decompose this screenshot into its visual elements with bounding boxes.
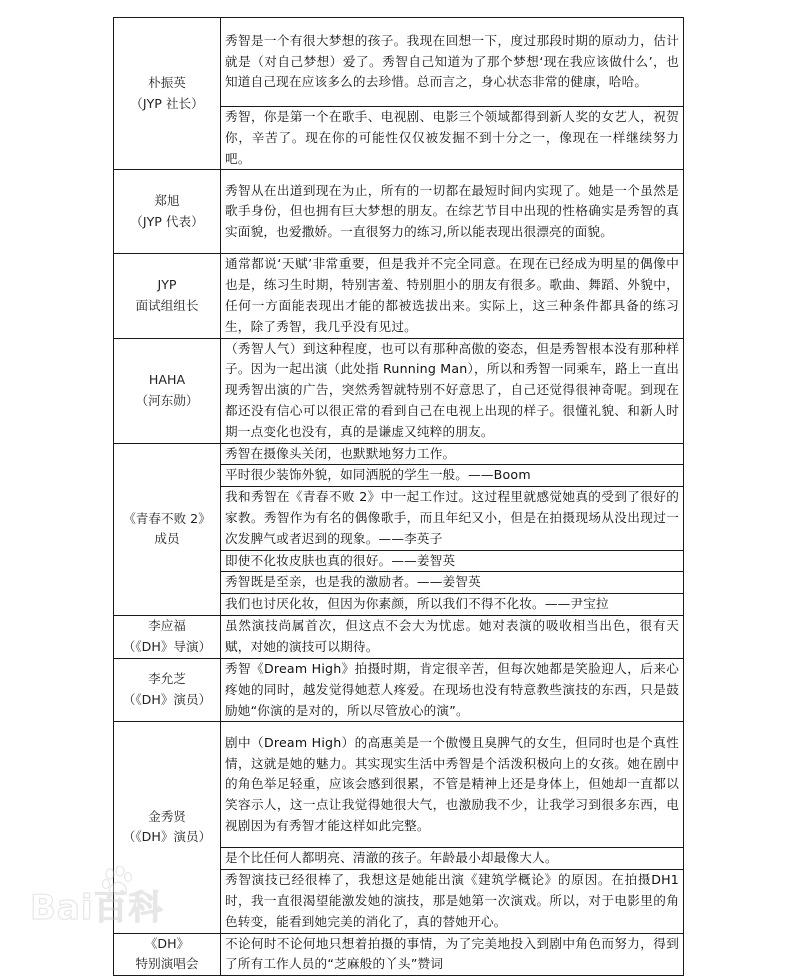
speaker-title: （河东勋）	[135, 392, 199, 408]
quote-cell: 秀智是一个有很大梦想的孩子。我现在回想一下，度过那段时期的原动力，估计就是（对自己梦想）爱了。秀智自己知道为了那个梦想‘现在我应该做什么’，也知道自己现在应该多么的去珍惜。总而言之，身心状态非常的健康，哈哈。	[221, 18, 684, 107]
quote-cell: 通常都说‘天赋’非常重要，但是我并不完全同意。在现在已经成为明星的偶像中也是，练习生时期，特别害羞、特别胆小的朋友有很多。歌曲、舞蹈、外貌中，任何一方面能表现出才能的都被选拔出来。实际上，这三种条件都具备的练习生，除了秀智，我几乎没有见过。	[221, 254, 684, 338]
quote-cell: 我们也讨厌化妆，但因为你素颜，所以我们不得不化妆。——尹宝拉	[221, 594, 684, 616]
table-row	[114, 254, 684, 338]
speaker-name: 金秀贤	[148, 808, 186, 824]
speaker-cell	[114, 254, 221, 338]
speaker-cell	[114, 170, 221, 254]
speaker-name: JYP	[157, 277, 177, 293]
table-row	[114, 170, 684, 254]
speaker-title: 面试组组长	[135, 297, 199, 313]
speaker-name: 《DH》	[144, 935, 190, 951]
quote-cell: 秀智在摄像头关闭，也默默地努力工作。	[221, 443, 684, 465]
speaker-cell	[114, 338, 221, 443]
speaker-cell	[114, 616, 221, 659]
quote-cell: 我和秀智在《青春不败 2》中一起工作过。这过程里就感觉她真的受到了很好的家教。秀智作为有名的偶像歌手，而且年纪又小，但是在拍摄现场从没出现过一次发脾气或者迟到的现象。——李英子	[221, 487, 684, 550]
speaker-name: 李允芝	[148, 671, 186, 687]
table-row	[114, 933, 684, 976]
table-row	[114, 443, 684, 465]
speaker-title: 特别演唱会	[135, 956, 199, 972]
quote-cell: 秀智《Dream High》拍摄时期，肯定很辛苦，但每次她都是笑脸迎人，后来心疼她的同时，越发觉得她惹人疼爱。在现场也没有特意教些演技的东西，只是鼓励她“你演的是对的，所以尽管放心的演”。	[221, 658, 684, 721]
table-row	[114, 722, 684, 848]
speaker-cell	[114, 443, 221, 616]
speaker-title: （《DH》演员）	[122, 829, 212, 845]
quote-cell: 即使不化妆皮肤也真的很好。——姜智英	[221, 550, 684, 572]
speaker-name: 郑旭	[154, 193, 180, 209]
watermark-text: Bai百科	[30, 888, 164, 928]
table-row	[114, 616, 684, 659]
speaker-title: （JYP 代表）	[130, 213, 204, 229]
speaker-name: 李应福	[148, 618, 186, 634]
quote-cell: 秀智演技已经很棒了，我想这是她能出演《建筑学概论》的原因。在拍摄DH1时，我一直很渴望能激发她的演技，那是她第一次演戏。所以，对于电影里的角色转变，能看到她完美的消化了，真的替她开心。	[221, 870, 684, 933]
quotes-table	[113, 17, 684, 976]
speaker-title: （JYP 社长）	[130, 95, 204, 111]
speaker-name: HAHA	[148, 371, 186, 387]
table-row	[114, 658, 684, 721]
quote-cell: 虽然演技尚属首次，但这点不会大为忧虑。她对表演的吸收相当出色，很有天赋，对她的演技可以期待。	[221, 616, 684, 659]
quote-cell: 剧中（Dream High）的高惠美是一个傲慢且臭脾气的女生，但同时也是个真性情，这就是她的魅力。其实现实生活中秀智是个活泼积极向上的女孩。她在剧中的角色举足轻重，应该会感到很累，不管是精神上还是身体上，但她却一直都以笑容示人，这一点让我觉得她很大气，也激励我不少，让我学习到很多东西，电视剧因为有秀智才能这样如此完整。	[221, 722, 684, 848]
speaker-cell	[114, 722, 221, 933]
speaker-cell	[114, 18, 221, 170]
speaker-title: （《DH》演员）	[122, 692, 212, 708]
speaker-name: 朴振英	[148, 74, 186, 90]
quote-cell: 不论何时不论何地只想着拍摄的事情，为了完美地投入到剧中角色而努力，得到了所有工作人员的“芝麻般的丫头”赞词	[221, 933, 684, 976]
speaker-cell	[114, 933, 221, 976]
speaker-cell	[114, 658, 221, 721]
speaker-name: 《青春不败 2》	[123, 510, 211, 526]
quote-cell: 秀智既是至亲，也是我的激励者。——姜智英	[221, 572, 684, 594]
quote-cell: 是个比任何人都明亮、清澈的孩子。年龄最小却最像大人。	[221, 848, 684, 870]
speaker-title: （《DH》导演）	[122, 639, 212, 655]
speaker-title: 成员	[154, 531, 180, 547]
quote-cell: （秀智人气）到这种程度，也可以有那种高傲的姿态，但是秀智根本没有那种样子。因为一起出演（此处指 Running Man），所以和秀智一同乘车，路上一直出现秀智出演的广告，突然秀智就特别不好意思了，自己还觉得很神奇呢。到现在都还没有信心可以很正常的看到自己在电视上出现的样子。很懂礼貌、和新人时期一点变化也没有，真的是谦虚又纯粹的朋友。	[221, 338, 684, 443]
table-row	[114, 18, 684, 107]
table-row	[114, 338, 684, 443]
quote-cell: 平时很少装饰外貌，如同洒脱的学生一般。——Boom	[221, 465, 684, 487]
quote-cell: 秀智，你是第一个在歌手、电视剧、电影三个领域都得到新人奖的女艺人，祝贺你，辛苦了。现在你的可能性仅仅被发掘不到十分之一，像现在一样继续努力吧。	[221, 107, 684, 170]
quote-cell: 秀智从在出道到现在为止，所有的一切都在最短时间内实现了。她是一个虽然是歌手身份，但也拥有巨大梦想的朋友。在综艺节目中出现的性格确实是秀智的真实面貌，也爱撒娇。一直很努力的练习,所以能表现出很漂亮的面貌。	[221, 170, 684, 254]
